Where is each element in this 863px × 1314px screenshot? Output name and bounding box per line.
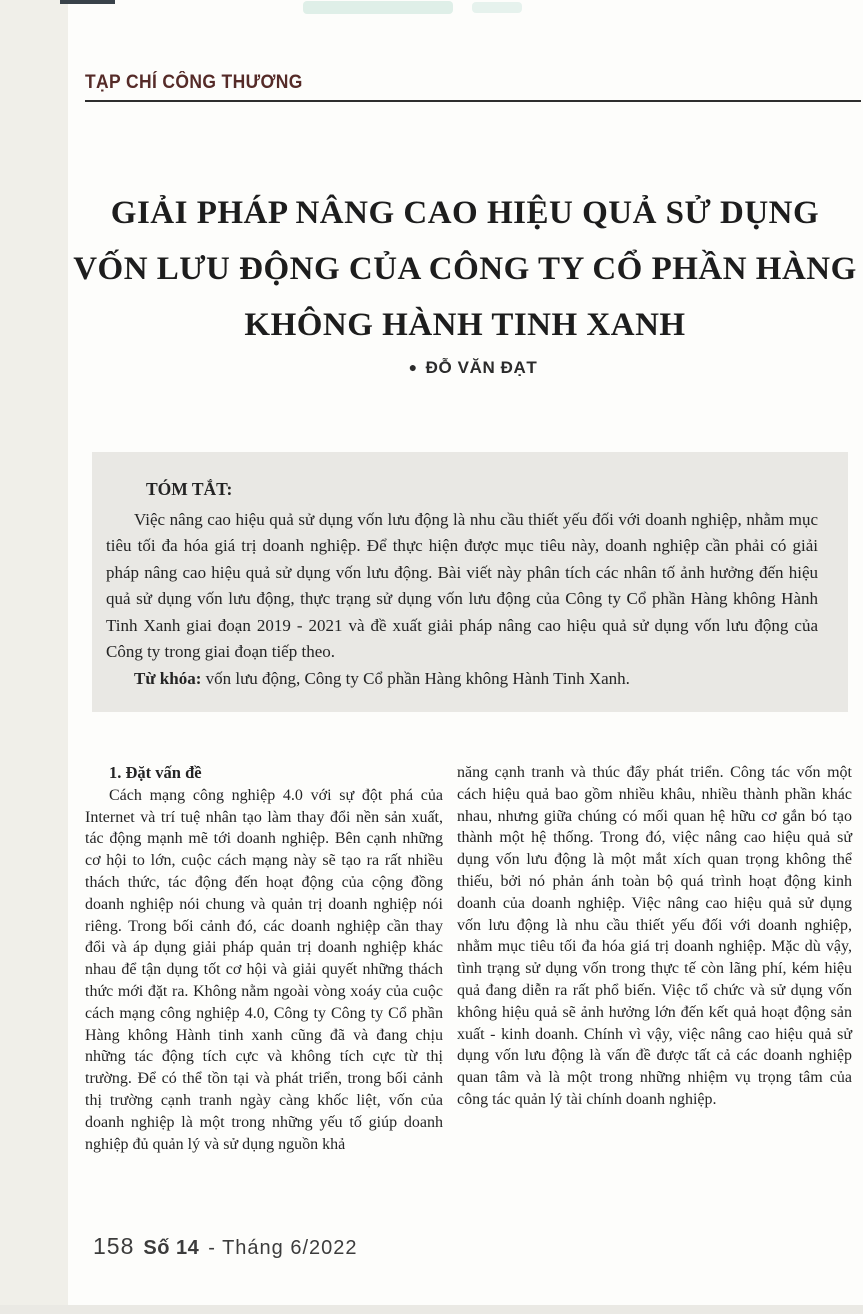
- left-column-text: Cách mạng công nghiệp 4.0 với sự đột phá của Internet và trí tuệ nhân tạo làm thay đổi nền sản xuất, tác động mạnh mẽ tới doanh nghiệp. Bên cạnh những cơ hội to lớn, cuộc cách mạng này sẽ tạo ra rất nhiều thách thức, tác động đến hoạt động của cộng đồng doanh nghiệp nói chung và quản trị doanh nghiệp nói riêng. Trong bối cảnh đó, các doanh nghiệp cần thay đổi và áp dụng giải pháp quản trị doanh nghiệp khác nhau để tận dụng tốt cơ hội và giải quyết những thách thức mới đặt ra. Không nằm ngoài vòng xoáy của cuộc cách mạng công nghiệp 4.0, Công ty Công ty Cổ phần Hàng không Hành tinh xanh cũng đã và đang chịu những tác động tích cực và không tích cực từ thị trường. Để có thể tồn tại và phát triển, trong bối cảnh thị trường cạnh tranh ngày càng khốc liệt, vốn của doanh nghiệp là một trong những yếu tố giúp doanh nghiệp đủ quản lý và sử dụng nguồn khả: [85, 786, 443, 1153]
- scan-artifact-dash: [60, 0, 115, 4]
- author-row: [85, 358, 861, 378]
- scan-artifact-smudge: [472, 2, 522, 13]
- abstract-text: Việc nâng cao hiệu quả sử dụng vốn lưu động là nhu cầu thiết yếu đối với doanh nghiệp, nhằm mục tiêu tối đa hóa giá trị doanh nghiệp. Để thực hiện được mục tiêu này, doanh nghiệp cần phải có giải pháp nâng cao hiệu quả sử dụng vốn lưu động. Bài viết này phân tích các nhân tố ảnh hưởng đến hiệu quả sử dụng vốn lưu động, thực trạng sử dụng vốn lưu động của Công ty Cổ phần Hàng không Hành Tinh Xanh giai đoạn 2019 - 2021 và đề xuất giải pháp nâng cao hiệu quả sử dụng vốn lưu động của Công ty trong giai đoạn tiếp theo.: [106, 509, 818, 661]
- right-column-text: năng cạnh tranh và thúc đẩy phát triển. Công tác vốn một cách hiệu quả bao gồm nhiều khâu, nhiều thành phần khác nhau, nhưng giữa chúng có mối quan hệ hữu cơ gắn bó tạo thành một hệ thống. Trong đó, việc nâng cao hiệu quả sử dụng vốn lưu động là một mắt xích quan trọng không thể thiếu, bởi nó phản ánh toàn bộ quá trình hoạt động kinh doanh của doanh nghiệp. Việc nâng cao hiệu quả sử dụng vốn lưu động là nhu cầu thiết yếu đối với doanh nghiệp, nhằm mục tiêu tối đa hóa giá trị doanh nghiệp. Mặc dù vậy, tình trạng sử dụng vốn trong thực tế còn lãng phí, kém hiệu quả đang diễn ra rất phổ biến. Việc tổ chức và sử dụng vốn không hiệu quả sẽ ảnh hưởng lớn đến kết quả hoạt động sản xuất - kinh doanh. Chính vì vậy, việc nâng cao hiệu quả sử dụng vốn lưu động là vấn đề được tất cả các doanh nghiệp quan tâm và là một trong những nhiệm vụ trọng tâm của công tác quản lý tài chính doanh nghiệp.: [457, 764, 852, 1108]
- abstract-heading: TÓM TẮT:: [146, 479, 233, 499]
- page-header: [85, 72, 861, 102]
- column-right: [457, 762, 852, 1155]
- article-title: GIẢI PHÁP NÂNG CAO HIỆU QUẢ SỬ DỤNG VỐN LƯU ĐỘNG CỦA CÔNG TY CỔ PHẦN HÀNG KHÔNG HÀNH TINH XANH: [73, 195, 857, 344]
- scan-artifact-smudge: [303, 1, 453, 14]
- section-heading: 1. Đặt vấn đề: [109, 763, 202, 782]
- keywords-text: vốn lưu động, Công ty Cổ phần Hàng không Hành Tinh Xanh.: [201, 668, 630, 688]
- author-name: ĐỖ VĂN ĐẠT: [425, 358, 538, 377]
- issue-date: - Tháng 6/2022: [208, 1237, 358, 1259]
- issue-number: Số 14: [143, 1237, 200, 1259]
- scan-bottom-edge: [0, 1305, 863, 1314]
- article-body: [85, 762, 852, 1155]
- author-bullet-icon: ●: [408, 359, 418, 375]
- journal-name: TẠP CHÍ CÔNG THƯƠNG: [85, 72, 303, 93]
- scan-left-edge: [0, 0, 68, 1314]
- keywords-label: Từ khóa:: [134, 668, 202, 688]
- page-footer: [93, 1233, 358, 1260]
- page-number: 158: [93, 1233, 135, 1259]
- keywords-line: [106, 666, 818, 693]
- header-rule: [85, 100, 861, 102]
- abstract-box: [92, 452, 848, 712]
- column-left: [85, 762, 443, 1155]
